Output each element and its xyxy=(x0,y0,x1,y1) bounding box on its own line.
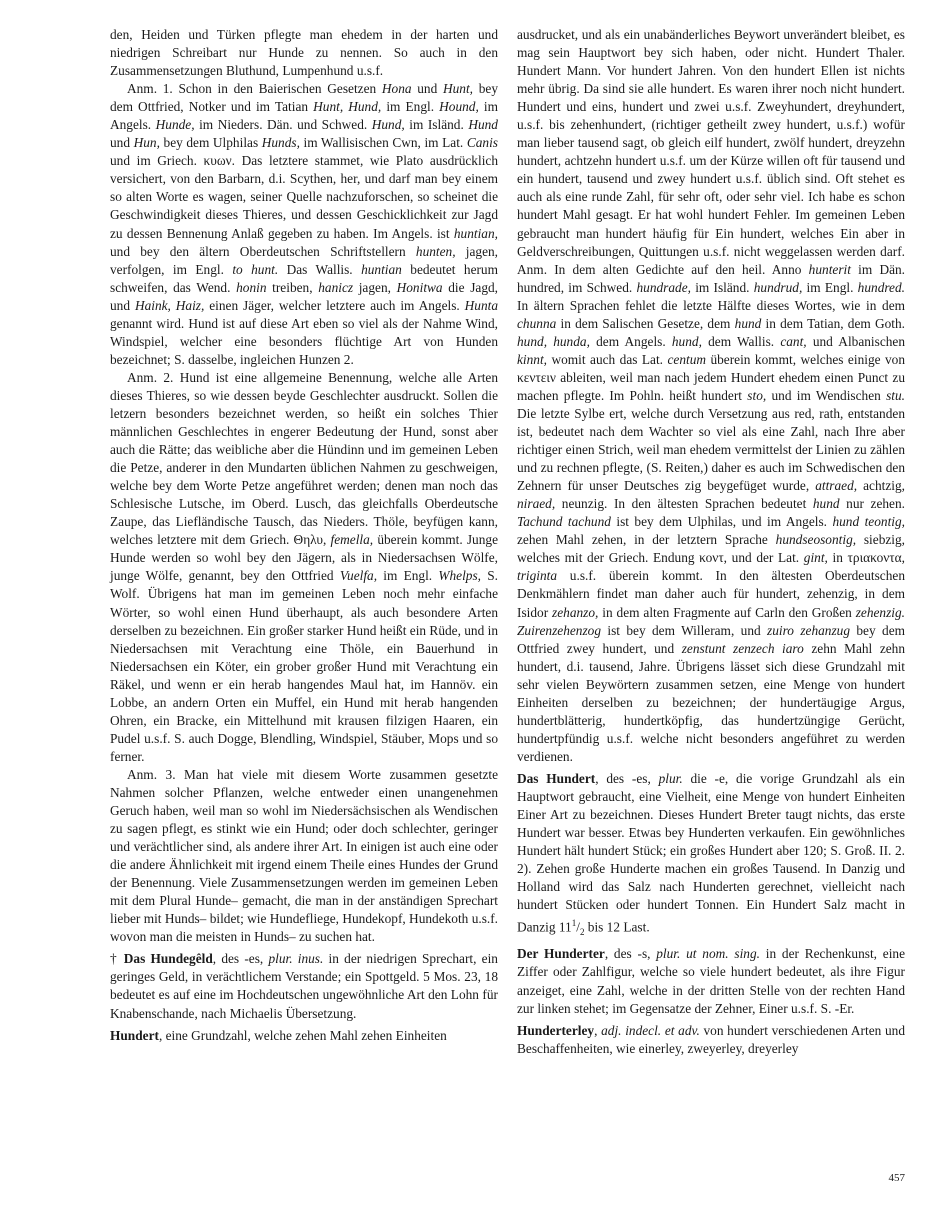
paragraph xyxy=(110,26,498,80)
text-run: Anm. 1. Schon in den Baierischen Gesetzen xyxy=(127,81,382,97)
paragraph xyxy=(110,369,498,766)
headword: Der Hunderter xyxy=(517,946,605,962)
text-run: Anm. 3. Man hat viele mit diesem Worte zusammen gesetzte Nahmen solcher Pflanzen, welche entweder einen unangenehmen Geruch haben, weil man so wohl im Niedersächsischen als Wendischen zu sagen pflegt, es stinkt wie ein Hund; oder doch schlechter, geringer und verächtlicher sind, als andere ihrer Art. In einigen ist auch eine oder die andere Ähnlichkeit mit irgend einem Theile eines Hundes der Grund der Benennung. Viele Zusammensetzungen werden im gemeinen Leben mit dem Plural Hunde– gemacht, die man in der anständigen Sprechart lieber mit Hunds– bildet; wie Hundefliege, Hundekopf, Hundekoth u.s.f. wovon man die meisten in Hunds– zu suchen hat. xyxy=(110,766,499,945)
italic-term: Haink, Haiz, xyxy=(134,297,205,313)
text-run: / xyxy=(576,919,580,935)
italic-term: hund, xyxy=(671,333,702,349)
italic-term: hund xyxy=(734,315,762,331)
text-run: treiben, xyxy=(266,279,319,295)
text-run: , des -es, xyxy=(212,951,269,967)
italic-term: zenstunt zenzech iaro xyxy=(681,640,804,656)
paragraph xyxy=(517,26,905,766)
text-run: und im Wendischen xyxy=(766,387,887,403)
italic-term: Hunta xyxy=(464,297,499,313)
italic-term: adj. indecl. et adv. xyxy=(601,1022,700,1038)
headword: Das Hundert xyxy=(517,770,596,786)
italic-term: Hunde, xyxy=(155,117,195,133)
text-run: im Engl. xyxy=(377,568,439,584)
italic-term: hundseosontig, xyxy=(775,532,857,548)
text-run: † xyxy=(110,951,124,967)
text-run: im Wallisischen Cwn, im Lat. xyxy=(299,135,467,151)
headword: Hundert xyxy=(110,1027,159,1043)
text-run: , des -es, xyxy=(595,770,659,786)
text-run: in dem Tatian, dem Goth. xyxy=(761,315,906,331)
italic-term: stu. xyxy=(886,387,905,403)
text-run: im Dän. hundred, im Schwed. xyxy=(517,261,906,295)
text-run: in τριακοντα, xyxy=(827,550,905,566)
dictionary-entry xyxy=(517,945,905,1017)
italic-term: centum xyxy=(667,351,707,367)
text-run: jagen, xyxy=(353,279,397,295)
italic-term: to hunt. xyxy=(232,261,279,277)
text-run: in dem Salischen Gesetze, dem xyxy=(556,315,735,331)
italic-term: Canis xyxy=(466,135,498,151)
text-run: , xyxy=(594,1022,602,1038)
italic-term: hunterit xyxy=(808,261,851,277)
italic-term: triginta xyxy=(517,568,558,584)
dictionary-entry xyxy=(110,1027,498,1045)
text-run: in der Rechenkunst, eine Ziffer oder Zahlfigur, welche so viele hundert bedeutet, als ihre Figur anzeiget, eine Zahl, welche in der dritten Stelle von der rechten Hand zur linken stehet; im Gegensatze der Zehner, Einer u.s.f. S. -Er. xyxy=(517,946,905,1016)
left-column xyxy=(110,26,498,1045)
italic-term: hund teontig, xyxy=(832,514,905,530)
text-run: und xyxy=(110,135,134,151)
paragraph xyxy=(110,766,498,946)
italic-term: hunten, xyxy=(415,243,456,259)
italic-term: Hund xyxy=(468,117,498,133)
italic-term: niraed, xyxy=(517,496,556,512)
text-run: bedeutet herum schweifen, das Wend. xyxy=(110,261,498,295)
italic-term: chunna xyxy=(517,315,557,331)
italic-term: hundrade, xyxy=(636,279,691,295)
text-run: 1 xyxy=(571,918,577,929)
headword: Das Hundegêld xyxy=(123,951,213,967)
headword: Hunderterley xyxy=(517,1022,595,1038)
italic-term: Hun, xyxy=(133,135,160,151)
text-run: jagen, verfolgen, im Engl. xyxy=(110,243,499,277)
text-run: im Isländ. xyxy=(690,279,754,295)
italic-term: huntian, xyxy=(453,225,498,241)
text-run: womit auch das Lat. xyxy=(547,351,668,367)
text-run: im Angels. xyxy=(110,99,498,133)
italic-term: Hunds, xyxy=(261,135,300,151)
italic-term: hundrud, xyxy=(753,279,803,295)
text-run: und im Griech. κυων. Das letztere stammet, wie Plato ausdrücklich versichert, von den Barbarn, d.i. Scythen, her, und darf man bey einem so alten Worte es wagen, seiner Quelle nachzuforschen, so scheinet die Geschwindigkeit dieses Thieres, und dessen Geschicklichkeit zur Jagd zu dessen Bennenung Anlaß gegeben zu haben. Im Angels. ist xyxy=(110,153,498,241)
text-run: überein kommt, welches einige von κεντειν ableiten, weil man nach jedem Hundert ehedem einen Punct zu machen pflegte. Im Pohln. heißt hundert xyxy=(517,351,906,403)
italic-term: plur. ut nom. sing. xyxy=(656,946,760,962)
text-run: Das Wallis. xyxy=(278,261,362,277)
text-run: nur zehen. xyxy=(839,496,905,512)
text-run: zehen Mahl zehen, in der letztern Sprache xyxy=(517,532,776,548)
italic-term: zuiro zehanzug xyxy=(767,622,851,638)
text-run: In ältern Sprachen fehlet die letzte Hälfte dieses Wortes, wie in dem xyxy=(517,297,905,313)
text-run: von hundert verschiedenen Arten und Beschaffenheiten, wie einerley, zweyerley, dreyerley xyxy=(517,1022,906,1056)
italic-term: femella, xyxy=(330,532,374,548)
italic-term: huntian xyxy=(361,261,402,277)
italic-term: Hund, xyxy=(371,117,405,133)
text-run: neunzig. In den ältesten Sprachen bedeutet xyxy=(555,496,813,512)
text-run: und xyxy=(411,81,443,97)
italic-term: honin xyxy=(236,279,267,295)
italic-term: Honitwa xyxy=(396,279,443,295)
text-run: dem Wallis. xyxy=(701,333,781,349)
italic-term: zehenzig. Zuirenzehenzog xyxy=(517,604,906,638)
text-run: 2 xyxy=(579,927,585,938)
italic-term: plur. xyxy=(658,770,683,786)
text-run: ist bey dem Willeram, und xyxy=(601,622,768,638)
text-run: den, Heiden und Türken pflegte man ehedem in der harten und niedrigen Schreibart nur Hunde zu nennen. So auch in den Zusammensetzungen Bluthund, Lumpenhund u.s.f. xyxy=(110,27,498,79)
page-number: 457 xyxy=(888,1172,905,1184)
text-run: u.s.f. überein kommt. In den ältesten Oberdeutschen Denkmählern findet man daher auch für hundert, zehenzig, in dem Isidor xyxy=(517,568,905,620)
right-column xyxy=(517,26,905,1058)
text-run: im Isländ. xyxy=(404,117,469,133)
text-run: siebzig, welches mit der Griech. Endung κοντ, und der Lat. xyxy=(517,532,905,566)
text-run: in der niedrigen Sprechart, ein geringes Geld, in verächtlichem Verstande; ein Spottgeld. 5 Mos. 23, 18 bedeutet es auf eine im Hochdeutschen ungewöhnliche Art den Lohn für Knabenschande, nach Michaelis Übersetzung. xyxy=(110,951,498,1021)
text-run: im Engl. xyxy=(381,99,440,115)
text-run: bis 12 Last. xyxy=(584,919,650,935)
text-run: bey dem Ulphilas xyxy=(159,135,262,151)
text-run: in dem alten Fragmente auf Carln den Großen xyxy=(598,604,856,620)
text-run: ausdrucket, und als ein unabänderliches Beywort unverändert bleibet, es mag sein Hauptwort bey sich haben, oder nicht. Hundert Thaler. Hundert Mann. Vor hundert Jahren. Von den hundert Ellen ist nichts mehr übrig. Da sind sie alle hundert. Es waren ihrer noch nicht hundert. Hundert und eins, hundert und zwei u.s.f. Zweyhundert, dreyhundert, u.s.f. bis zehenhundert, (richtiger getheilt zwey hundert, u.s.f.) wofür man lieber tausend sagt, ob gleich eilf hundert, zwölf hundert, dreyzehn hundert, achtzehn hundert u.s.f. um der Kürze willen oft für tausend und ein hundert, tausend und zwey hundert u.s.f. üblich sind. Oft stehet es auch als eine runde Zahl, für sehr oft, oder sehr viel. Ich habe es schon hundert Mahl gesagt. Er hat wohl hundert Fehler. Im gemeinen Leben gebraucht man hundert häufig für Ein hundert, welches Ein aber in Geldverschreibungen, Quittungen u.s.f. nicht weggelassen werden darf. Anm. In dem alten Gedichte auf den heil. Anno xyxy=(517,27,905,277)
italic-term: kinnt, xyxy=(517,351,548,367)
italic-term: hund xyxy=(812,496,840,512)
italic-term: Tachund tachund xyxy=(517,514,611,530)
italic-term: Hound, xyxy=(439,99,479,115)
text-run: Anm. 2. Hund ist eine allgemeine Benennung, welche alle Arten dieses Thieres, so wie dessen beyde Geschlechter ausdruckt. Sollen die letzern besonders bezeichnet werden, so heißt ein solches Thier männlichen Geschlechtes in engerer Bedeutung der Hund, sonst aber auch die Rätte; das weibliche aber die Hündinn und im gemeinen Leben die Petze, anderer in den Mundarten üblichen Nahmen zu geschweigen, welche bey dem Worte Petze angeführet werden; denen man noch das Schlesische Lutsche, im Oberd. Lusch, das gleichfalls Oberdeutsche Zaupe, das Liefländische Tausch, das Nieders. Thöle, beyfügen kann, welches letztere mit dem Griech. Θηλυ, xyxy=(110,369,498,548)
text-run: im Engl. xyxy=(802,279,858,295)
italic-term: Hunt, Hund, xyxy=(313,99,382,115)
text-run: , des -s, xyxy=(604,946,657,962)
text-run: im Nieders. Dän. und Schwed. xyxy=(194,117,372,133)
italic-term: attraed, xyxy=(815,478,858,494)
italic-term: zehanzo, xyxy=(552,604,599,620)
italic-term: plur. inus. xyxy=(268,951,324,967)
text-run: bey dem Ottfried zwey hundert, und xyxy=(517,622,905,656)
italic-term: cant, xyxy=(780,333,807,349)
dictionary-entry xyxy=(110,950,498,1022)
italic-term: sto, xyxy=(747,387,767,403)
italic-term: Hona xyxy=(381,81,412,97)
dictionary-entry xyxy=(517,1022,905,1058)
text-run: überein kommt. Junge Hunde werden so wohl bey den Jägern, als in Niedersachsen Wölfe, junge Wölfe, genannt, bey den Ottfried xyxy=(110,532,498,584)
text-run: die -e, die vorige Grundzahl als ein Hauptwort gebraucht, eine Vielheit, eine Menge von hundert Einheiten Einer Art zu bezeichnen. Dieses Hundert Breter taugt nichts, das erste Hundert war besser. Etwas bey Hunderten verkaufen. Ein gewöhnliches Hundert hält hundert Stück; ein großes Hundert aber 120; S. Groß. II. 2. 2). Zehen große Hunderte machen ein großes Tausend. In Danzig und Holland wird das Salz nach Hunderten gerechnet, vielleicht nach hundert Stücken oder hundert Tonnen. Ein Hundert Salz macht in Danzig 11 xyxy=(517,770,905,935)
text-run: und bey den ältern Oberdeutschen Schriftstellern xyxy=(110,243,416,259)
text-run: zehn Mahl zehn hundert, d.i. tausend, Jahre. Übrigens lässet sich diese Grundzahl mit sehr vielen Beywörtern zusammen setzen, eine Menge von hundert Einheiten derselben zu bezeichnen; der hundertäugige Argus, hundertblätterig, hundertköpfig, das hundertzüngige Gerücht, hundertpfündig u.s.f. welche nicht besonders angeführet zu werden verdienen. xyxy=(517,640,906,764)
text-run: , eine Grundzahl, welche zehen Mahl zehen Einheiten xyxy=(158,1027,447,1043)
italic-term: hundred. xyxy=(857,279,905,295)
italic-term: Vuelfa, xyxy=(339,568,378,584)
italic-term: Whelps, xyxy=(438,568,482,584)
italic-term: hund, hunda, xyxy=(517,333,590,349)
text-run: einen Jäger, welcher letztere auch im Angels. xyxy=(204,297,465,313)
text-run: Die letzte Sylbe ert, welche durch Versetzung aus red, rath, entstanden ist, bedeutet nach dem Wachter so viel als eine Zahl, nach Ihre aber richtiger einen Strich, weil man ehedem vermittelst der Linien zu zählen und zu rechnen pflegte, (S. Reiten,) daher es auch im Schwedischen den Zehnern für unser Deutsches zig beygefüget wurde, xyxy=(517,405,905,494)
text-run: und Albanischen xyxy=(806,333,906,349)
text-run: bey dem Ottfried, Notker und im Tatian xyxy=(110,81,498,115)
italic-term: gint, xyxy=(803,550,828,566)
italic-term: hanicz xyxy=(318,279,354,295)
text-run: genannt wird. Hund ist auf diese Art eben so viel als der Nahme Wind, Windspiel, welcher eine besonders flüchtige Art von Hunden bezeichnet; S. dasselbe, ingleichen Hunzen 2. xyxy=(110,315,498,367)
text-run: S. Wolf. Übrigens hat man im gemeinen Leben noch mehr einfache Wörter, so wohl einen Hund überhaupt, als auch besondere Arten derselben zu bezeichnen. Ein großer starker Hund heißt ein Rüde, und in Niedersachsen mit Verachtung eine Thöle, ein Bauerhund in Niedersachsen ein Köter, ein grober großer Hund mit Verachtung ein Räkel, und wenn er ein herab hangendes Maul hat, im Hannöv. ein Lobbe, an andern Orten ein Muffel, ein Hund mit herab hangenden Ohren, ein Bracke, ein Mittelhund mit krausen filzigen Haaren, ein Pudel u.s.f. S. auch Dogge, Blendling, Windspiel, Stäuber, Mops und so ferner. xyxy=(110,568,499,764)
dictionary-entry xyxy=(517,770,905,942)
paragraph xyxy=(110,80,498,369)
text-run: achtzig, xyxy=(857,478,905,494)
text-run: die Jagd, und xyxy=(110,279,499,313)
italic-term: Hunt, xyxy=(442,81,474,97)
text-run: dem Angels. xyxy=(589,333,672,349)
text-run: ist bey dem Ulphilas, und im Angels. xyxy=(610,514,833,530)
